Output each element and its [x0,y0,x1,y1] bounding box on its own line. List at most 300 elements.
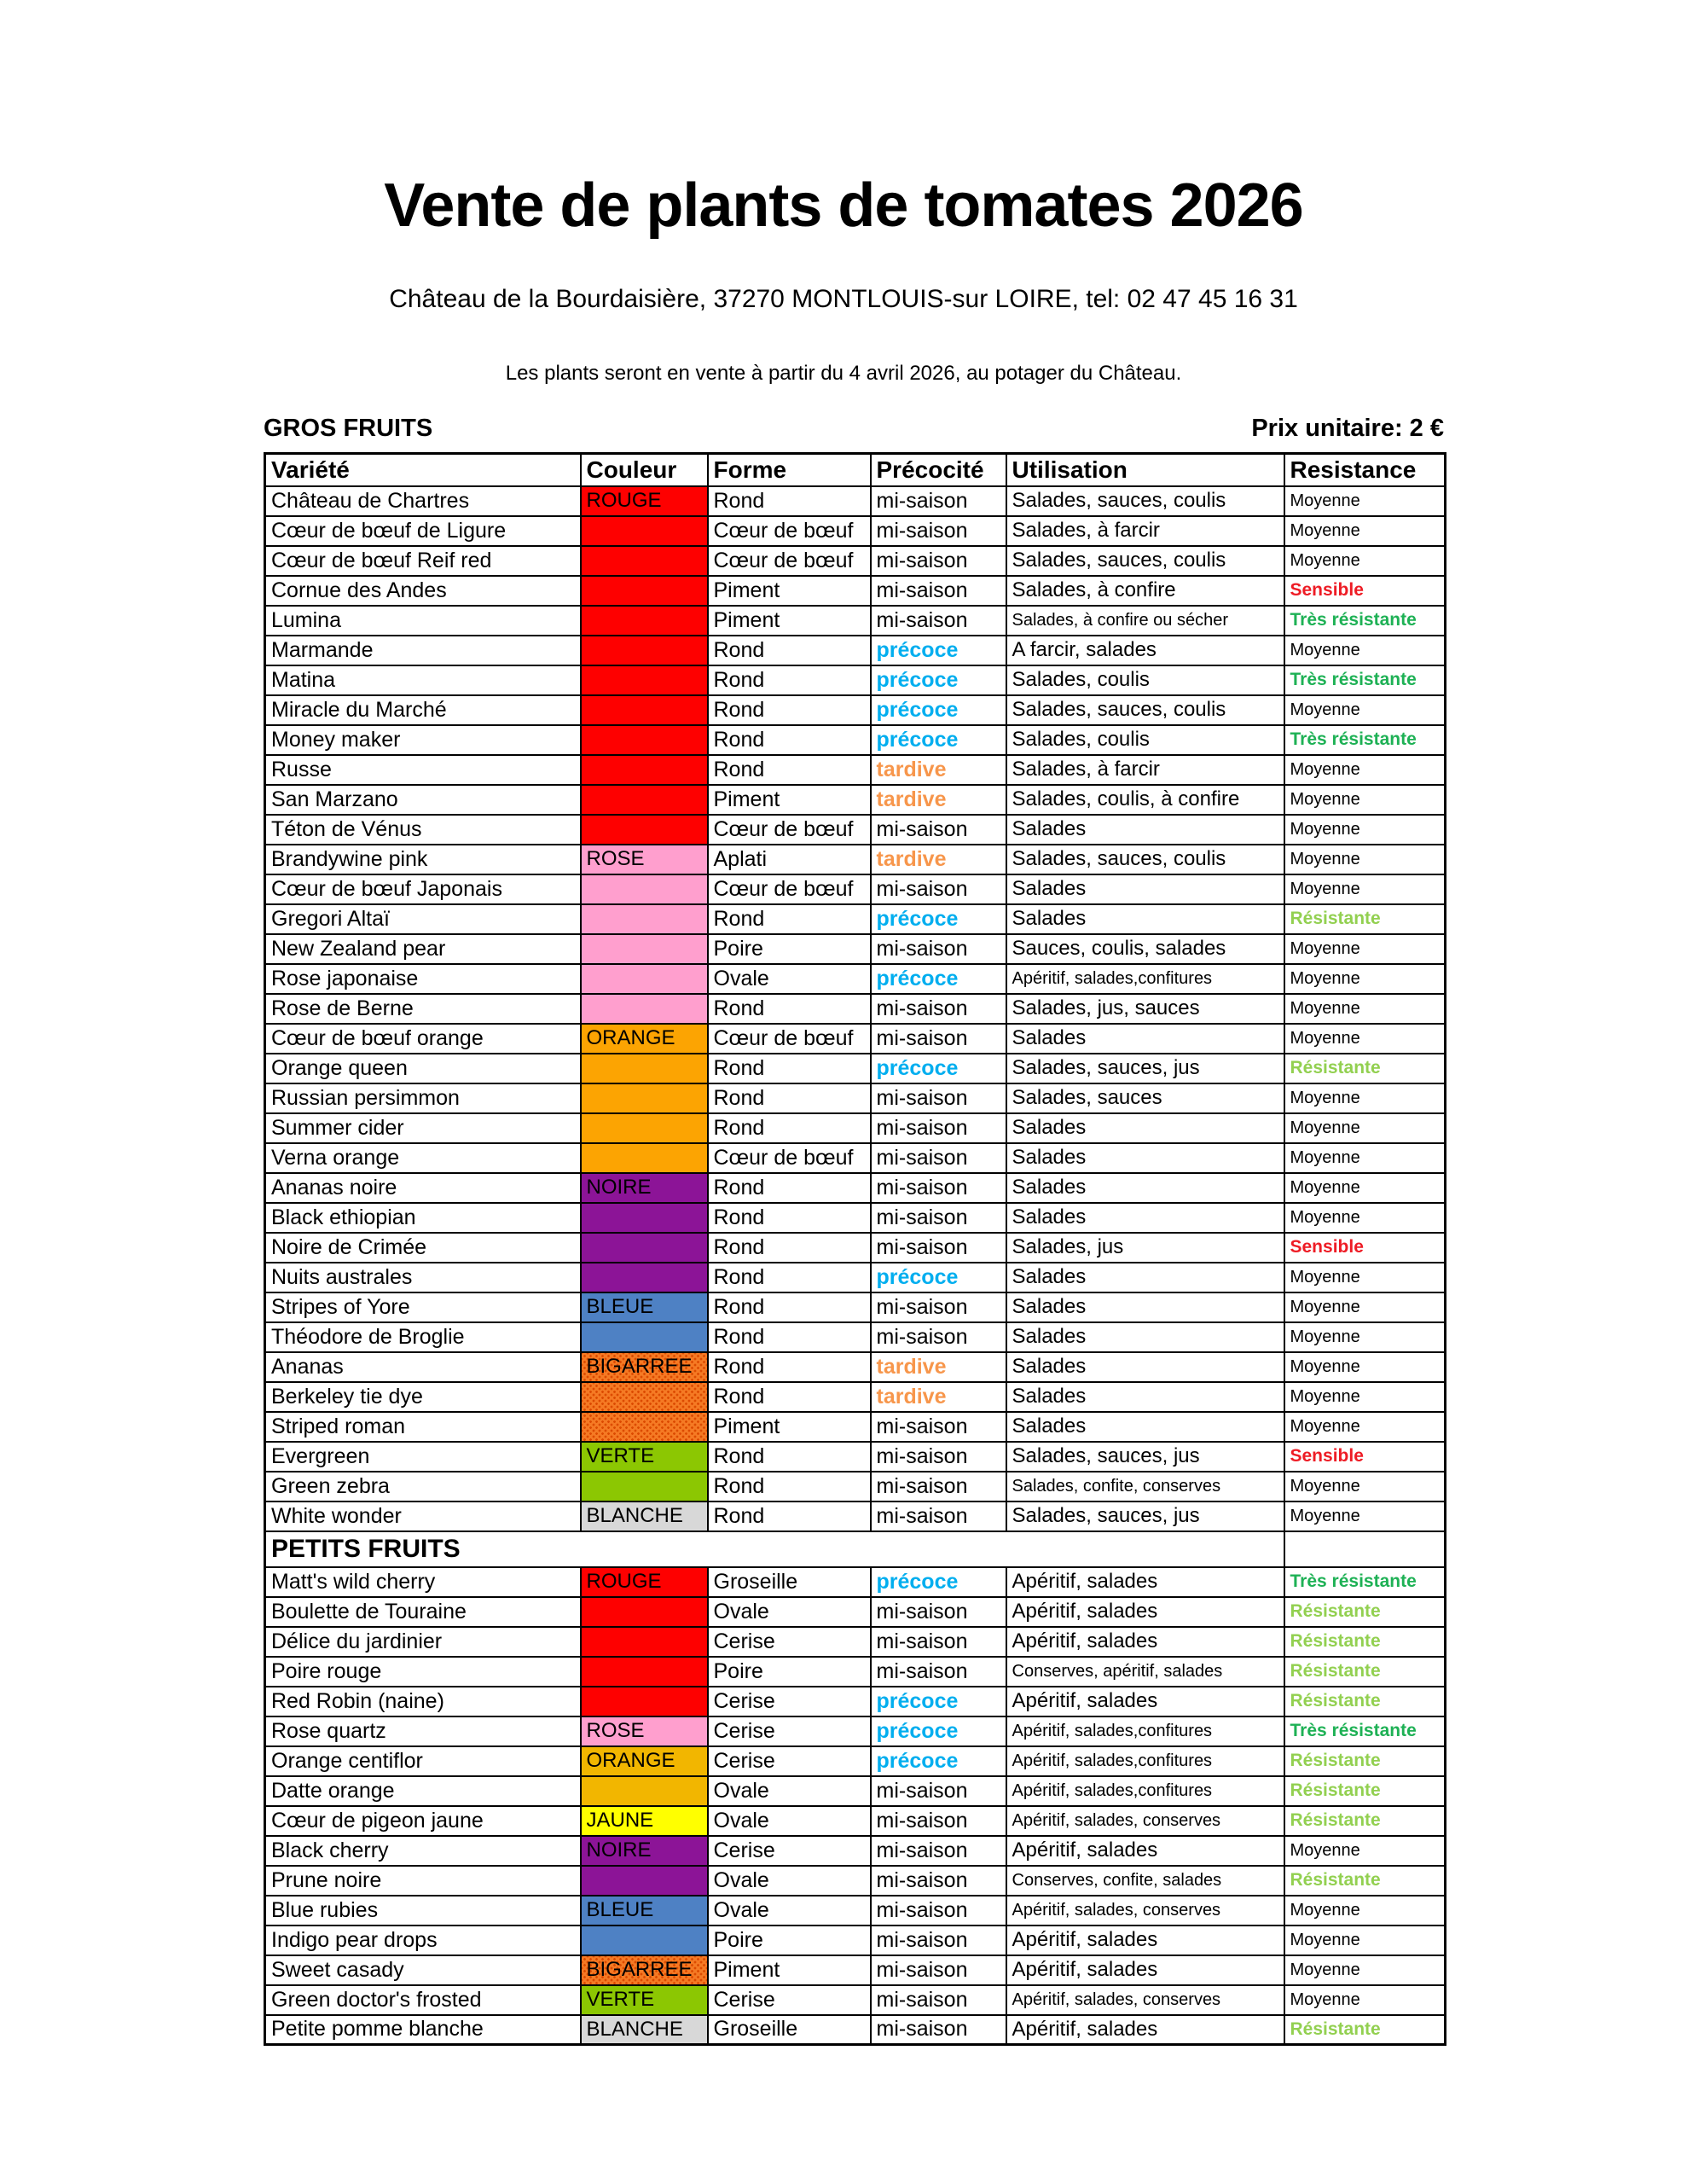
cell-utilisation: Salades [1006,1382,1284,1412]
cell-variete: Orange queen [265,1054,581,1083]
cell-forme: Ovale [708,1806,871,1836]
cell-utilisation: Salades, sauces, coulis [1006,546,1284,576]
table-row [265,1746,1446,1776]
cell-resistance: Moyenne [1284,1203,1446,1233]
table-row [265,1143,1446,1173]
table-row [265,636,1446,665]
cell-variete: Nuits australes [265,1263,581,1292]
cell-precocite: précoce [871,1054,1006,1083]
availability-note: Les plants seront en vente à partir du 4 avril 2026, au potager du Château. [505,362,1182,385]
cell-couleur-swatch: ROSE [581,845,708,874]
cell-couleur-swatch [581,964,708,994]
cell-forme: Piment [708,1412,871,1442]
cell-couleur-swatch [581,1687,708,1716]
cell-couleur-swatch [581,1083,708,1113]
cell-forme: Cœur de bœuf [708,516,871,546]
cell-forme: Groseille [708,2015,871,2045]
cell-precocite: mi-saison [871,874,1006,904]
cell-variete: Stripes of Yore [265,1292,581,1322]
cell-forme: Ovale [708,1597,871,1627]
cell-precocite: mi-saison [871,1985,1006,2015]
cell-couleur-swatch [581,1233,708,1263]
table-row [265,1502,1446,1531]
table-row [265,1412,1446,1442]
cell-variete: Matina [265,665,581,695]
cell-resistance: Résistante [1284,1866,1446,1896]
cell-utilisation: Salades, confite, conserves [1006,1472,1284,1502]
cell-utilisation: Apéritif, salades, conserves [1006,1806,1284,1836]
cell-variete: Noire de Crimée [265,1233,581,1263]
cell-variete: Rose quartz [265,1716,581,1746]
cell-utilisation: Salades [1006,1024,1284,1054]
cell-couleur-swatch: NOIRE [581,1173,708,1203]
cell-forme: Rond [708,1502,871,1531]
column-header: Précocité [871,454,1006,486]
cell-utilisation: Apéritif, salades [1006,2015,1284,2045]
cell-precocite: mi-saison [871,1233,1006,1263]
cell-utilisation: Salades [1006,904,1284,934]
cell-precocite: mi-saison [871,1866,1006,1896]
cell-variete: Ananas [265,1352,581,1382]
table-row [265,1955,1446,1985]
cell-variete: Théodore de Broglie [265,1322,581,1352]
cell-couleur-swatch [581,785,708,815]
cell-variete: Petite pomme blanche [265,2015,581,2045]
cell-variete: Cœur de bœuf Reif red [265,546,581,576]
cell-resistance: Moyenne [1284,1263,1446,1292]
cell-precocite: mi-saison [871,516,1006,546]
cell-variete: Russe [265,755,581,785]
cell-resistance: Moyenne [1284,695,1446,725]
cell-forme: Rond [708,1322,871,1352]
cell-resistance: Résistante [1284,1597,1446,1627]
cell-couleur-swatch [581,1472,708,1502]
cell-variete: Verna orange [265,1143,581,1173]
cell-resistance: Moyenne [1284,1985,1446,2015]
table-row [265,1203,1446,1233]
cell-resistance: Moyenne [1284,1292,1446,1322]
cell-resistance: Résistante [1284,1776,1446,1806]
cell-variete: Datte orange [265,1776,581,1806]
cell-utilisation: Salades, jus [1006,1233,1284,1263]
cell-forme: Cerise [708,1836,871,1866]
cell-couleur-swatch: NOIRE [581,1836,708,1866]
cell-precocite: tardive [871,845,1006,874]
cell-variete: Evergreen [265,1442,581,1472]
table-row [265,1806,1446,1836]
cell-couleur-swatch: BIGARREE [581,1352,708,1382]
cell-couleur-swatch: BLANCHE [581,1502,708,1531]
table-header-row [265,454,1446,486]
cell-forme: Poire [708,1926,871,1955]
table-row [265,1263,1446,1292]
cell-resistance: Résistante [1284,1687,1446,1716]
cell-precocite: mi-saison [871,1024,1006,1054]
cell-variete: Ananas noire [265,1173,581,1203]
cell-precocite: mi-saison [871,1322,1006,1352]
cell-utilisation: Sauces, coulis, salades [1006,934,1284,964]
cell-resistance: Moyenne [1284,1502,1446,1531]
cell-couleur-swatch: BLANCHE [581,2015,708,2045]
cell-resistance: Moyenne [1284,1173,1446,1203]
cell-resistance: Moyenne [1284,1382,1446,1412]
cell-resistance: Moyenne [1284,516,1446,546]
cell-precocite: mi-saison [871,1597,1006,1627]
cell-utilisation: Salades, coulis, à confire [1006,785,1284,815]
cell-couleur-swatch [581,994,708,1024]
cell-utilisation: Apéritif, salades,confitures [1006,1716,1284,1746]
cell-variete: Gregori Altaï [265,904,581,934]
cell-variete: Summer cider [265,1113,581,1143]
table-row [265,1322,1446,1352]
table-row [265,516,1446,546]
cell-couleur-swatch [581,1776,708,1806]
cell-utilisation: Salades, à confire ou sécher [1006,606,1284,636]
column-header: Couleur [581,454,708,486]
cell-forme: Rond [708,665,871,695]
cell-utilisation: Salades [1006,1412,1284,1442]
cell-utilisation: Salades, sauces, jus [1006,1502,1284,1531]
cell-variete: Marmande [265,636,581,665]
cell-resistance: Très résistante [1284,606,1446,636]
table-row [265,904,1446,934]
cell-resistance: Résistante [1284,2015,1446,2045]
cell-forme: Cerise [708,1627,871,1657]
cell-variete: Poire rouge [265,1657,581,1687]
column-header: Resistance [1284,454,1446,486]
cell-variete: Lumina [265,606,581,636]
cell-variete: Brandywine pink [265,845,581,874]
cell-forme: Ovale [708,1896,871,1926]
table-row [265,964,1446,994]
cell-utilisation: Salades, sauces [1006,1083,1284,1113]
cell-utilisation: Salades [1006,815,1284,845]
cell-forme: Rond [708,1173,871,1203]
table-row [265,576,1446,606]
cell-forme: Rond [708,1472,871,1502]
cell-precocite: mi-saison [871,576,1006,606]
cell-resistance: Moyenne [1284,1083,1446,1113]
table-row [265,1472,1446,1502]
cell-resistance: Très résistante [1284,1716,1446,1746]
cell-resistance: Moyenne [1284,1143,1446,1173]
cell-couleur-swatch: BLEUE [581,1292,708,1322]
cell-forme: Rond [708,1292,871,1322]
cell-utilisation: Salades, sauces, coulis [1006,695,1284,725]
cell-couleur-swatch: ORANGE [581,1024,708,1054]
cell-resistance: Moyenne [1284,486,1446,516]
cell-forme: Aplati [708,845,871,874]
cell-forme: Rond [708,486,871,516]
cell-couleur-swatch [581,725,708,755]
cell-variete: Indigo pear drops [265,1926,581,1955]
cell-variete: Cœur de bœuf Japonais [265,874,581,904]
cell-precocite: mi-saison [871,1472,1006,1502]
cell-utilisation: Salades, sauces, jus [1006,1054,1284,1083]
cell-couleur-swatch: VERTE [581,1985,708,2015]
cell-resistance: Moyenne [1284,1836,1446,1866]
cell-variete: Rose japonaise [265,964,581,994]
cell-couleur-swatch [581,755,708,785]
cell-resistance: Moyenne [1284,636,1446,665]
cell-couleur-swatch: ROSE [581,1716,708,1746]
cell-precocite: précoce [871,1687,1006,1716]
cell-forme: Piment [708,606,871,636]
section-label-petits-fruits: PETITS FRUITS [265,1531,1284,1567]
cell-couleur-swatch [581,1657,708,1687]
cell-utilisation: A farcir, salades [1006,636,1284,665]
table-row [265,815,1446,845]
table-row [265,1173,1446,1203]
cell-couleur-swatch [581,1054,708,1083]
cell-forme: Poire [708,1657,871,1687]
cell-variete: Red Robin (naine) [265,1687,581,1716]
cell-couleur-swatch [581,1113,708,1143]
cell-resistance: Moyenne [1284,1926,1446,1955]
cell-resistance: Résistante [1284,1054,1446,1083]
cell-couleur-swatch [581,1926,708,1955]
cell-couleur-swatch: ROUGE [581,1567,708,1597]
cell-couleur-swatch: BLEUE [581,1896,708,1926]
cell-precocite: mi-saison [871,1412,1006,1442]
cell-couleur-swatch [581,1627,708,1657]
cell-precocite: mi-saison [871,1776,1006,1806]
cell-precocite: tardive [871,1352,1006,1382]
cell-precocite: précoce [871,904,1006,934]
cell-utilisation: Apéritif, salades [1006,1926,1284,1955]
table-row [265,1024,1446,1054]
cell-precocite: mi-saison [871,2015,1006,2045]
table-row [265,1896,1446,1926]
section-label-gros-fruits: GROS FRUITS [264,415,433,442]
table-row [265,665,1446,695]
cell-forme: Piment [708,1955,871,1985]
cell-utilisation: Apéritif, salades [1006,1955,1284,1985]
column-header: Utilisation [1006,454,1284,486]
cell-forme: Cerise [708,1746,871,1776]
cell-resistance: Moyenne [1284,874,1446,904]
cell-precocite: précoce [871,1716,1006,1746]
table-row [265,1292,1446,1322]
cell-precocite: mi-saison [871,1836,1006,1866]
cell-couleur-swatch [581,576,708,606]
cell-precocite: précoce [871,964,1006,994]
cell-precocite: précoce [871,725,1006,755]
cell-utilisation: Salades [1006,1143,1284,1173]
cell-forme: Rond [708,1083,871,1113]
cell-precocite: mi-saison [871,1173,1006,1203]
cell-couleur-swatch [581,1866,708,1896]
table-row [265,486,1446,516]
cell-utilisation: Apéritif, salades [1006,1597,1284,1627]
cell-forme: Ovale [708,1776,871,1806]
cell-forme: Rond [708,725,871,755]
cell-precocite: précoce [871,1567,1006,1597]
cell-variete: Green zebra [265,1472,581,1502]
cell-variete: Matt's wild cherry [265,1567,581,1597]
cell-utilisation: Apéritif, salades, conserves [1006,1896,1284,1926]
cell-utilisation: Salades, à farcir [1006,516,1284,546]
cell-forme: Rond [708,1263,871,1292]
cell-forme: Rond [708,1113,871,1143]
table-row [265,1926,1446,1955]
table-row [265,1113,1446,1143]
cell-variete: San Marzano [265,785,581,815]
cell-variete: Black ethiopian [265,1203,581,1233]
table-row [265,994,1446,1024]
table-row [265,1776,1446,1806]
table-row [265,725,1446,755]
cell-precocite: mi-saison [871,1083,1006,1113]
cell-utilisation: Salades [1006,1203,1284,1233]
cell-variete: Sweet casady [265,1955,581,1985]
table-row [265,546,1446,576]
cell-resistance: Sensible [1284,576,1446,606]
cell-variete: Délice du jardinier [265,1627,581,1657]
cell-variete: Cœur de pigeon jaune [265,1806,581,1836]
cell-variete: Russian persimmon [265,1083,581,1113]
cell-forme: Ovale [708,1866,871,1896]
cell-precocite: mi-saison [871,1806,1006,1836]
cell-utilisation: Salades, à farcir [1006,755,1284,785]
cell-resistance: Moyenne [1284,785,1446,815]
cell-precocite: mi-saison [871,1955,1006,1985]
cell-utilisation: Apéritif, salades [1006,1627,1284,1657]
cell-resistance: Moyenne [1284,1955,1446,1985]
cell-couleur-swatch: JAUNE [581,1806,708,1836]
cell-couleur-swatch [581,815,708,845]
cell-resistance: Moyenne [1284,845,1446,874]
cell-utilisation: Conserves, confite, salades [1006,1866,1284,1896]
cell-resistance: Très résistante [1284,665,1446,695]
cell-forme: Piment [708,785,871,815]
cell-utilisation: Salades [1006,1292,1284,1322]
cell-precocite: précoce [871,665,1006,695]
cell-forme: Cœur de bœuf [708,546,871,576]
cell-forme: Piment [708,576,871,606]
cell-couleur-swatch: ROUGE [581,486,708,516]
cell-precocite: tardive [871,755,1006,785]
address-line: Château de la Bourdaisière, 37270 MONTLOUIS-sur LOIRE, tel: 02 47 45 16 31 [389,285,1298,313]
cell-utilisation: Salades [1006,1173,1284,1203]
cell-resistance: Moyenne [1284,1896,1446,1926]
table-row [265,606,1446,636]
cell-forme: Cœur de bœuf [708,815,871,845]
cell-resistance: Résistante [1284,1627,1446,1657]
cell-couleur-swatch [581,1322,708,1352]
cell-resistance: Très résistante [1284,1567,1446,1597]
cell-forme: Rond [708,994,871,1024]
cell-utilisation: Salades [1006,1322,1284,1352]
plants-table [264,452,1446,2046]
cell-variete: Prune noire [265,1866,581,1896]
table-row [265,1054,1446,1083]
cell-couleur-swatch: ORANGE [581,1746,708,1776]
cell-couleur-swatch [581,665,708,695]
table-row [265,785,1446,815]
cell-couleur-swatch [581,1412,708,1442]
cell-resistance: Sensible [1284,1233,1446,1263]
plants-table-container [264,452,1446,2046]
table-row [265,845,1446,874]
cell-precocite: mi-saison [871,606,1006,636]
cell-forme: Poire [708,934,871,964]
cell-utilisation: Apéritif, salades,confitures [1006,964,1284,994]
cell-forme: Rond [708,755,871,785]
empty-cell [1284,1531,1446,1567]
cell-resistance: Moyenne [1284,1352,1446,1382]
cell-forme: Rond [708,695,871,725]
cell-forme: Cœur de bœuf [708,1143,871,1173]
cell-resistance: Très résistante [1284,725,1446,755]
cell-variete: Boulette de Touraine [265,1597,581,1627]
cell-utilisation: Salades, coulis [1006,665,1284,695]
cell-utilisation: Salades, sauces, coulis [1006,845,1284,874]
cell-variete: Rose de Berne [265,994,581,1024]
cell-resistance: Moyenne [1284,934,1446,964]
cell-precocite: mi-saison [871,1143,1006,1173]
cell-resistance: Moyenne [1284,546,1446,576]
cell-utilisation: Salades, coulis [1006,725,1284,755]
cell-couleur-swatch [581,606,708,636]
cell-variete: Château de Chartres [265,486,581,516]
cell-resistance: Moyenne [1284,755,1446,785]
cell-utilisation: Salades [1006,874,1284,904]
cell-utilisation: Apéritif, salades,confitures [1006,1746,1284,1776]
cell-forme: Rond [708,904,871,934]
cell-precocite: mi-saison [871,1292,1006,1322]
cell-utilisation: Salades, sauces, coulis [1006,486,1284,516]
cell-forme: Cœur de bœuf [708,874,871,904]
cell-forme: Rond [708,1382,871,1412]
cell-variete: Cœur de bœuf de Ligure [265,516,581,546]
cell-precocite: mi-saison [871,1442,1006,1472]
cell-resistance: Moyenne [1284,964,1446,994]
cell-precocite: précoce [871,695,1006,725]
table-row [265,2015,1446,2045]
cell-resistance: Résistante [1284,1806,1446,1836]
cell-forme: Rond [708,1203,871,1233]
cell-precocite: mi-saison [871,1657,1006,1687]
table-row [265,1866,1446,1896]
cell-forme: Cerise [708,1687,871,1716]
cell-forme: Groseille [708,1567,871,1597]
cell-resistance: Résistante [1284,1746,1446,1776]
table-row [265,1836,1446,1866]
cell-couleur-swatch: BIGARREE [581,1955,708,1985]
cell-variete: Blue rubies [265,1896,581,1926]
cell-variete: Berkeley tie dye [265,1382,581,1412]
cell-variete: Striped roman [265,1412,581,1442]
table-row [265,1442,1446,1472]
cell-resistance: Résistante [1284,904,1446,934]
table-row [265,874,1446,904]
cell-variete: Cœur de bœuf orange [265,1024,581,1054]
cell-couleur-swatch [581,1203,708,1233]
cell-precocite: mi-saison [871,934,1006,964]
cell-precocite: mi-saison [871,994,1006,1024]
cell-couleur-swatch [581,874,708,904]
table-row [265,934,1446,964]
cell-couleur-swatch [581,1143,708,1173]
table-row [265,1597,1446,1627]
unit-price-label: Prix unitaire: 2 € [1251,415,1444,442]
cell-utilisation: Salades [1006,1113,1284,1143]
cell-precocite: précoce [871,636,1006,665]
cell-couleur-swatch [581,546,708,576]
cell-resistance: Résistante [1284,1657,1446,1687]
cell-utilisation: Salades, sauces, jus [1006,1442,1284,1472]
